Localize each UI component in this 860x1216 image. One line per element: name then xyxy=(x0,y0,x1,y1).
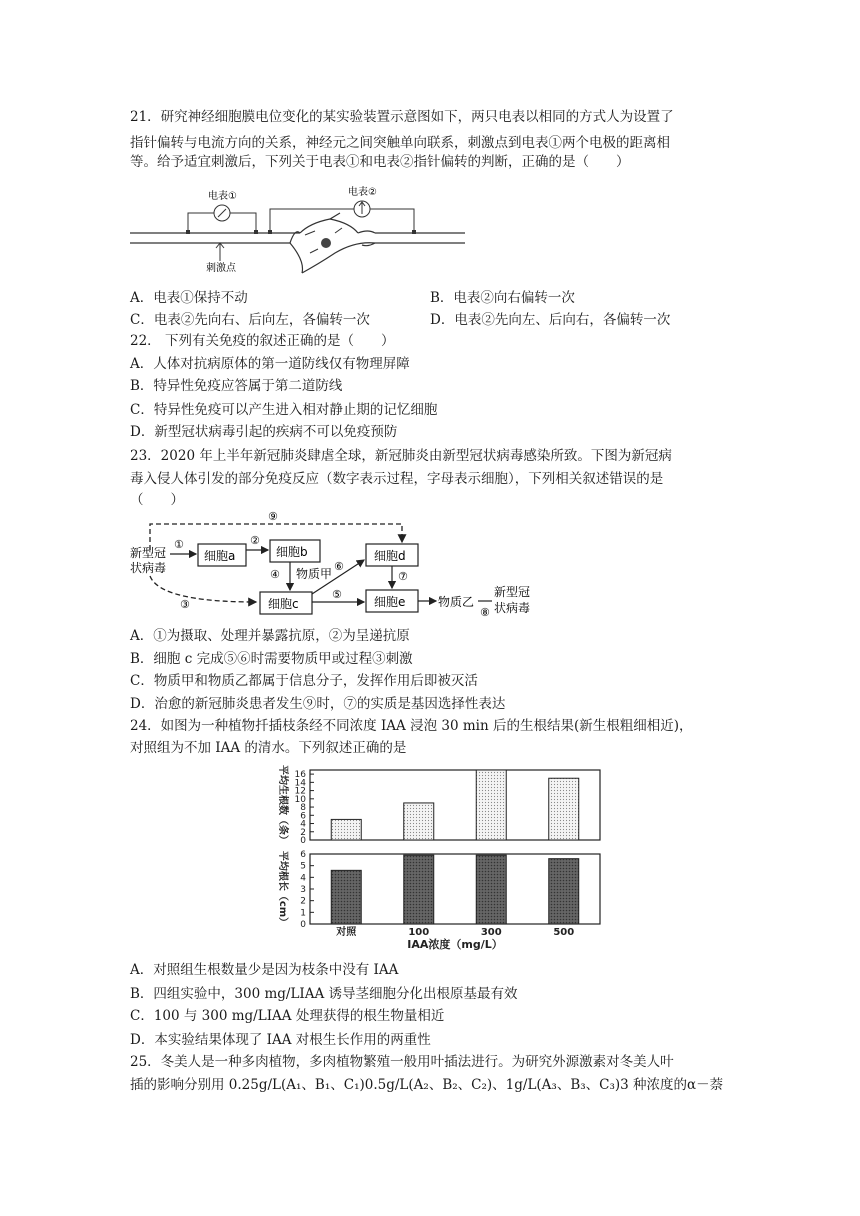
cell-d: 细胞d xyxy=(374,549,406,563)
chart-2-bar-500 xyxy=(549,859,579,924)
process-7-label: ⑦ xyxy=(398,570,408,583)
q23-option-a: A．①为摄取、处理并暴露抗原，②为呈递抗原 xyxy=(130,628,410,644)
q21-option-c: C．电表②先向右、后向左，各偏转一次 xyxy=(130,312,370,328)
q23-stem-line-1: 23．2020 年上半年新冠肺炎肆虐全球，新冠肺炎由新型冠状病毒感染所致。下图为新冠病 xyxy=(130,448,672,464)
chart-1-ytick-label: 12 xyxy=(294,786,306,797)
chart-1-bar-300 xyxy=(476,770,506,840)
q21-option-b: B．电表②向右偏转一次 xyxy=(430,290,575,306)
chart-1-ytick-label: 2 xyxy=(300,827,306,838)
process-2-label: ② xyxy=(250,534,260,547)
q22-stem: 22． 下列有关免疫的叙述正确的是（ ） xyxy=(130,333,395,349)
process-4-label: ④ xyxy=(270,568,280,581)
chart-2-ytick-label: 4 xyxy=(300,873,306,884)
process-1-label: ① xyxy=(174,538,184,551)
chart-1-bar-500 xyxy=(549,778,579,840)
q23-immune-diagram xyxy=(130,510,560,620)
chart-2-ylabel: 平均根长（cm） xyxy=(277,850,288,928)
q25-line-1: 25．冬美人是一种多肉植物，多肉植物繁殖一般用叶插法进行。为研究外源激素对冬美人叶 xyxy=(130,1054,674,1070)
q23-option-b: B．细胞 c 完成⑤⑥时需要物质甲或过程③刺激 xyxy=(130,651,413,667)
virus-label-line-1: 新型冠 xyxy=(130,546,167,560)
process-5-label: ⑤ xyxy=(332,588,342,601)
q21-stem-line-2: 指针偏转与电流方向的关系，神经元之间突触单向联系，刺激点到电表①两个电极的距离相 xyxy=(130,135,670,151)
virus-target-line-2: 状病毒 xyxy=(494,601,531,615)
q24-option-a: A．对照组生根数量少是因为枝条中没有 IAA xyxy=(130,962,399,978)
q23-stem-line-2: 毒入侵人体引发的部分免疫反应（数字表示过程，字母表示细胞），下列相关叙述错误的是 xyxy=(130,471,664,487)
chart-x-tick-label: 对照 xyxy=(336,927,357,938)
q22-option-a: A．人体对抗病原体的第一道防线仅有物理屏障 xyxy=(130,356,410,372)
q21-option-d: D．电表②先向左、后向右，各偏转一次 xyxy=(430,312,671,328)
q25-line-2: 插的影响分别用 0.25g/L(A₁、B₁、C₁)0.5g/L(A₂、B₂、C₂)、1g/L(A₃、B₃、C₃)3 种浓度的α－萘 xyxy=(130,1077,724,1093)
process-6-label: ⑥ xyxy=(334,560,344,573)
chart-1-ytick-label: 16 xyxy=(294,770,306,781)
q24-option-c: C．100 与 300 mg/LIAA 处理获得的根生物量相近 xyxy=(130,1008,445,1024)
chart-2-bar-100 xyxy=(404,855,434,924)
q24-option-b: B．四组实验中，300 mg/LIAA 诱导茎细胞分化出根原基最有效 xyxy=(130,986,518,1002)
cell-b: 细胞b xyxy=(276,545,308,559)
chart-x-tick-label: 300 xyxy=(480,927,502,938)
chart-1-bar-对照 xyxy=(331,819,361,840)
chart-x-tick-label: 500 xyxy=(553,927,575,938)
q24-option-d: D．本实验结果体现了 IAA 对根生长作用的两重性 xyxy=(130,1032,431,1048)
chart-2-ytick-label: 2 xyxy=(300,896,306,907)
chart-2-ytick-label: 1 xyxy=(300,908,306,919)
process-8-label: ⑧ xyxy=(480,606,490,619)
q24-stem-line-1: 24．如图为一种植物扦插枝条经不同浓度 IAA 浸泡 30 min 后的生根结果(新生根粗细相近)， xyxy=(130,718,693,734)
chart-2-ytick-label: 3 xyxy=(300,885,306,895)
chart-1-ytick-label: 14 xyxy=(294,778,306,789)
chart-2-bar-对照 xyxy=(331,870,361,924)
chart-1-ytick-label: 6 xyxy=(300,811,306,822)
virus-label-line-2: 状病毒 xyxy=(130,561,167,575)
q23-option-d: D．治愈的新冠肺炎患者发生⑨时，⑦的实质是基因选择性表达 xyxy=(130,696,506,712)
chart-2-ytick-label: 6 xyxy=(300,850,306,860)
virus-target-line-1: 新型冠 xyxy=(494,585,531,599)
chart-2-ytick-label: 5 xyxy=(300,861,306,872)
chart-1-ytick-label: 10 xyxy=(294,794,306,805)
substance-b-label: 物质乙 xyxy=(438,595,475,609)
chart-2-ytick-label: 0 xyxy=(300,920,306,930)
cell-e: 细胞e xyxy=(374,595,406,609)
chart-1-ytick-label: 8 xyxy=(300,803,306,814)
process-3-label: ③ xyxy=(180,598,190,611)
q22-option-c: C．特异性免疫可以产生进入相对静止期的记忆细胞 xyxy=(130,402,438,418)
q23-option-c: C．物质甲和物质乙都属于信息分子，发挥作用后即被灭活 xyxy=(130,673,478,689)
chart-x-tick-label: 100 xyxy=(408,927,430,938)
q21-neuron-figure xyxy=(130,183,470,275)
meter-1-label: 电表① xyxy=(208,191,237,202)
chart-2-bar-300 xyxy=(476,855,506,924)
cell-a: 细胞a xyxy=(204,549,236,563)
process-9-label: ⑨ xyxy=(268,510,278,523)
q21-stem-line-3: 等。给予适宜刺激后，下列关于电表①和电表②指针偏转的判断，正确的是（ ） xyxy=(130,154,630,170)
q24-stem-line-2: 对照组为不加 IAA 的清水。下列叙述正确的是 xyxy=(130,740,407,756)
chart-1-ytick-label: 0 xyxy=(300,836,306,846)
meter-2-label: 电表② xyxy=(348,187,377,198)
q22-option-d: D．新型冠状病毒引起的疾病不可以免疫预防 xyxy=(130,424,398,440)
chart-1-ylabel: 平均生根数（条） xyxy=(277,765,288,845)
q24-bar-charts xyxy=(250,762,610,952)
q21-option-a: A．电表①保持不动 xyxy=(130,290,248,306)
q21-stem-line-1: 21．研究神经细胞膜电位变化的某实验装置示意图如下，两只电表以相同的方式人为设置了 xyxy=(130,109,674,125)
chart-xlabel: IAA浓度（mg/L） xyxy=(407,938,503,951)
chart-1-ytick-label: 4 xyxy=(300,819,306,830)
substance-a-label: 物质甲 xyxy=(296,567,333,581)
chart-1-bar-100 xyxy=(404,803,434,840)
q23-stem-line-3: （ ） xyxy=(130,492,184,508)
cell-c: 细胞c xyxy=(268,597,299,611)
q22-option-b: B．特异性免疫应答属于第二道防线 xyxy=(130,378,343,394)
stimulation-point-label: 刺激点 xyxy=(206,263,236,274)
